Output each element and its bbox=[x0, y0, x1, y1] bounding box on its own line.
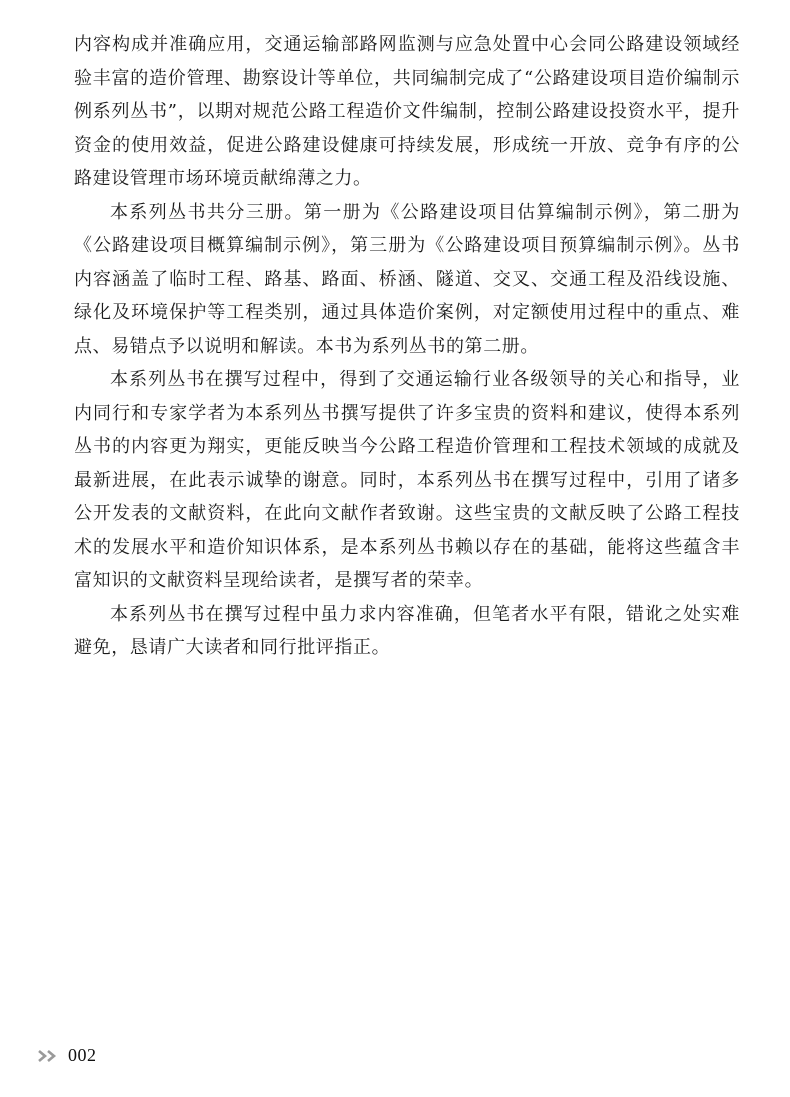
double-chevron-right-icon bbox=[36, 1048, 60, 1064]
page-number: 002 bbox=[68, 1045, 97, 1065]
page-footer bbox=[36, 1045, 97, 1066]
paragraph-continued: 内容构成并准确应用，交通运输部路网监测与应急处置中心会同公路建设领域经验丰富的造价管理、勘察设计等单位，共同编制完成了“公路建设项目造价编制示例系列丛书”，以期对规范公路工程造价文件编制，控制公路建设投资水平，提升资金的使用效益，促进公路建设健康可持续发展，形成统一开放、竞争有序的公路建设管理市场环境贡献绵薄之力。 bbox=[74, 34, 740, 189]
body-text bbox=[74, 28, 740, 665]
paragraph-closing: 本系列丛书在撰写过程中虽力求内容准确，但笔者水平有限，错讹之处实难避免，恳请广大读者和同行批评指正。 bbox=[74, 603, 740, 658]
paragraph-series-volumes: 本系列丛书共分三册。第一册为《公路建设项目估算编制示例》，第二册为《公路建设项目概算编制示例》，第三册为《公路建设项目预算编制示例》。丛书内容涵盖了临时工程、路基、路面、桥涵、隧道、交叉、交通工程及沿线设施、绿化及环境保护等工程类别，通过具体造价案例，对定额使用过程中的重点、难点、易错点予以说明和解读。本书为系列丛书的第二册。 bbox=[74, 201, 740, 357]
paragraph-acknowledgements: 本系列丛书在撰写过程中，得到了交通运输行业各级领导的关心和指导，业内同行和专家学者为本系列丛书撰写提供了许多宝贵的资料和建议，使得本系列丛书的内容更为翔实，更能反映当今公路工程造价管理和工程技术领域的成就及最新进展，在此表示诚挚的谢意。同时，本系列丛书在撰写过程中，引用了诸多公开发表的文献资料，在此向文献作者致谢。这些宝贵的文献反映了公路工程技术的发展水平和造价知识体系，是本系列丛书赖以存在的基础，能将这些蕴含丰富知识的文献资料呈现给读者，是撰写者的荣幸。 bbox=[74, 369, 740, 591]
